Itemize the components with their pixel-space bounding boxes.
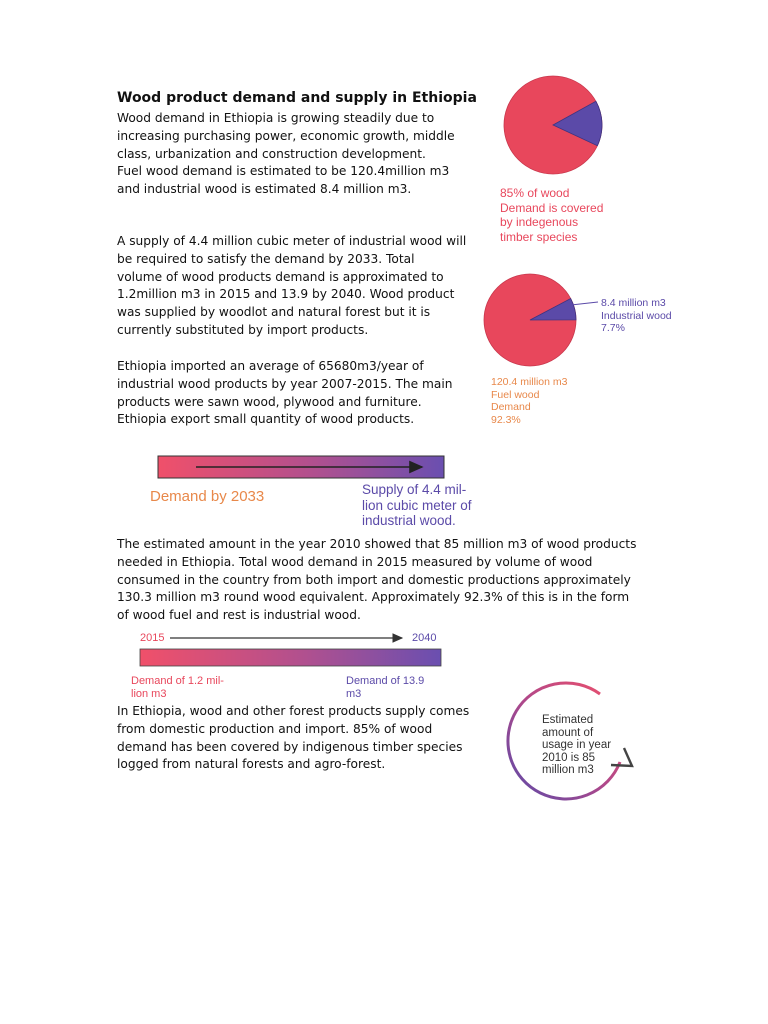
label-line: Industrial wood [601,309,672,322]
label-line: 120.4 million m3 [491,376,568,388]
bar2-left-label [131,675,224,700]
pie2-industrial-label [601,297,672,335]
text-line: 130.3 million m3 round wood equivalent. Approximately 92.3% of this is in the form [117,590,630,605]
text-line: logged from natural forests and agro-forest. [117,757,386,772]
label-line: Estimated [542,714,594,726]
label-line: 8.4 million m3 [601,297,666,309]
bar-demand-2015-2040 [140,638,441,666]
bar-demand-2033 [158,456,444,478]
text-line: volume of wood products demand is approximated to [117,269,444,284]
pie-chart-indigenous [504,76,602,174]
bar1-left-label: Demand by 2033 [150,488,265,505]
bar2-end-year: 2040 [412,632,437,644]
text-line: from domestic production and import. 85% of wood [117,721,433,736]
gradient-bar [140,649,441,666]
text-line: The estimated amount in the year 2010 showed that 85 million m3 of wood products [117,537,637,551]
label-line: usage in year [542,739,612,751]
cycle-text [542,714,611,777]
text-line: currently substituted by import products. [117,322,369,337]
caption-line: Demand is covered [500,200,604,215]
text-line: class, urbanization and construction development. [117,146,426,161]
label-line: Supply of 4.4 mil- [362,482,467,497]
label-line: Fuel wood [491,388,540,401]
text-line: industrial wood products by year 2007-2015. The main [117,376,453,391]
caption-line: 85% of wood [500,186,570,200]
text-line: Ethiopia export small quantity of wood products. [117,412,415,427]
text-line: was supplied by woodlot and natural forest but it is [117,305,431,320]
text-line: needed in Ethiopia. Total wood demand in 2015 measured by volume of wood [117,554,593,569]
label-line: lion m3 [131,687,167,700]
label-line: industrial wood. [362,513,456,528]
caption-line: timber species [500,229,578,244]
text-line: and industrial wood is estimated 8.4 million m3. [117,182,412,197]
bar2-start-year: 2015 [140,632,165,644]
label-line: 92.3% [491,413,521,426]
label-line: Demand of 13.9 [346,675,425,687]
text-line: increasing purchasing power, economic growth, middle [117,128,455,143]
text-line: In Ethiopia, wood and other forest products supply comes [117,704,470,718]
bar1-right-label [362,482,472,529]
text-line: of wood fuel and rest is industrial wood. [117,608,361,623]
label-line: Demand of 1.2 mil- [131,675,224,687]
pie2-leader-line [571,302,598,305]
caption-line: by indegenous [500,215,579,229]
text-line: consumed in the country from both import and domestic productions approximately [117,572,631,587]
page-title: Wood product demand and supply in Ethiopia [117,90,477,106]
label-line: million m3 [542,764,594,776]
text-line: Fuel wood demand is estimated to be 120.4million m3 [117,164,450,179]
label-line: lion cubic meter of [362,497,472,513]
text-line: Wood demand in Ethiopia is growing steadily due to [117,111,435,125]
text-line: be required to satisfy the demand by 2033. Total [117,251,415,266]
text-line: A supply of 4.4 million cubic meter of industrial wood will [117,234,467,248]
pie2-fuel-label [491,376,567,426]
text-line: products were sawn wood, plywood and furniture. [117,394,422,409]
text-line: 1.2million m3 in 2015 and 13.9 by 2040. Wood product [117,287,455,302]
label-line: 2010 is 85 [542,751,596,764]
text-line: demand has been covered by indigenous timber species [117,739,463,754]
text-line: Ethiopia imported an average of 65680m3/year of [117,359,424,373]
label-line: m3 [346,687,362,700]
pie1-caption [500,186,603,244]
pie-chart-fuel-industrial [484,274,598,366]
bar2-right-label [346,675,424,700]
label-line: amount of [542,726,594,739]
label-line: Demand [491,401,531,413]
label-line: 7.7% [601,322,625,334]
cycle-arrow-head [611,748,632,766]
